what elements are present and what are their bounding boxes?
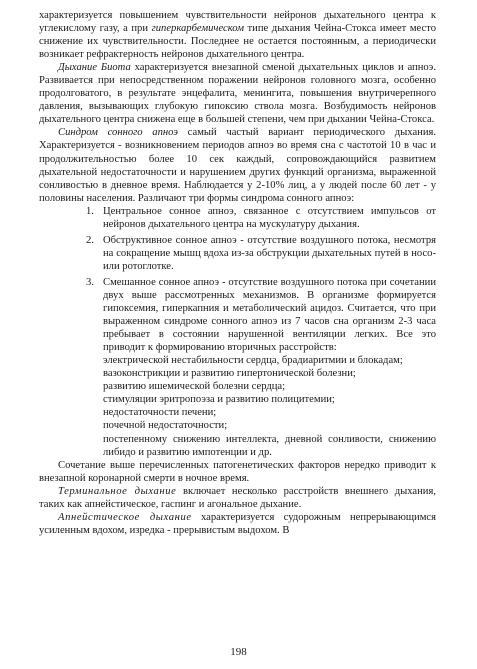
sublist-item: электрической нестабильности сердца, брадиаритмии и блокадам; xyxy=(103,355,403,367)
list-item xyxy=(39,276,436,459)
paragraph-terminal-breathing: Терминальное дыхание включает несколько расстройств внешнего дыхания, таких как апнейстическое, гаспинг и агональное дыхание. xyxy=(39,485,436,510)
page-number: 198 xyxy=(230,646,247,658)
term-apneustic-breathing: Апнейстическое дыхание xyxy=(58,511,192,523)
paragraph-biot-breathing: Дыхание Биота характеризуется внезапной сменой дыхательных циклов и апноэ. Развивается при непосредственном поражении нейронов головного мозга, особенно продолговатого, в результате энцефалита, менингита, повышения внутричерепного давления, вызывающих глубокую гипоксию ствола мозга. Возбудимость нейронов дыхательного центра снижена еще в большей степени, чем при дыхании Чейна-Стокса. xyxy=(39,62,436,126)
list-item-number: 1. xyxy=(86,205,94,217)
sublist-item: постепенному снижению интеллекта, дневной сонливости, снижению либидо и развитию импотенции и др. xyxy=(103,433,436,458)
list-item-text: Центральное сонное апноэ, связанное с отсутствием импульсов от нейронов дыхательного центра на мускулатуру дыхания. xyxy=(103,205,436,230)
list-item-text: Смешанное сонное апноэ - отсутствие воздушного потока при сочетании двух выше рассмотренных механизмов. В организме формируется гипоксемия, гиперкапния и метаболический ацидоз. Считается, что при выраженном синдроме сонного апноэ из 7 часов сна организм 2-3 часа пребывает в состоянии нарушенной вентиляции легких. Все это приводит к формированию вторичных расстройств: xyxy=(103,276,436,354)
secondary-disorders-list xyxy=(103,354,436,458)
paragraph-sleep-apnea: Синдром сонного апноэ самый частый вариант периодического дыхания. Характеризуется - возникновением периодов апноэ во время сна с частотой 10 в час и продолжительностью более 10 сек каждый, сопровождающийся развитием дыхательной недостаточности и нарушением других функций организма, выраженной сонливостью в дневное время. Наблюдается у 2-10% лиц, а у людей после 60 лет - у половины населения. Различают три формы синдрома сонного апноэ: xyxy=(39,127,437,204)
term-sleep-apnea: Синдром сонного апноэ xyxy=(58,127,178,139)
list-item-text: Обструктивное сонное апноэ - отсутствие воздушного потока, несмотря на сокращение мышц вдоха из-за обструкции дыхательных путей в носо- или ротоглотке. xyxy=(103,234,436,272)
apnea-forms-list xyxy=(39,205,436,459)
sublist-item: недостаточности печени; xyxy=(103,407,217,419)
term-biot-breathing: Дыхание Биота xyxy=(58,62,131,74)
list-item xyxy=(39,234,436,273)
sublist-item: развитию ишемической болезни сердца; xyxy=(103,381,286,393)
list-item xyxy=(39,205,436,231)
sublist-item: вазоконстрикции и развитию гипертонической болезни; xyxy=(103,368,356,380)
sublist-item: почечной недостаточности; xyxy=(103,420,228,432)
paragraph-cheyne-stokes-end: характеризуется повышением чувствительности нейронов дыхательного центра к углекислому газу, а при гиперкарбемическом типе дыхания Чейна-Стокса имеет место снижение их чувствительности. Последнее не остается постоянным, а периодически возникает рефрактерность нейронов дыхательного центра. xyxy=(39,10,436,61)
list-item-number: 2. xyxy=(86,234,94,246)
sublist-item: стимуляции эритропоэза и развитию полицитемии; xyxy=(103,394,335,406)
paragraph-coronary-death: Сочетание выше перечисленных патогенетических факторов нередко приводит к внезапной коронарной смерти в ночное время. xyxy=(39,459,436,484)
term-terminal-breathing: Терминальное дыхание xyxy=(58,485,177,497)
list-item-number: 3. xyxy=(86,276,94,288)
paragraph-apneustic-breathing: Апнейстическое дыхание характеризуется судорожным непрерывающимся усиленным вдохом, изредка - прерывистым выдохом. В xyxy=(39,511,436,536)
term-hypercarbemic: гиперкарбемическом xyxy=(151,23,244,35)
